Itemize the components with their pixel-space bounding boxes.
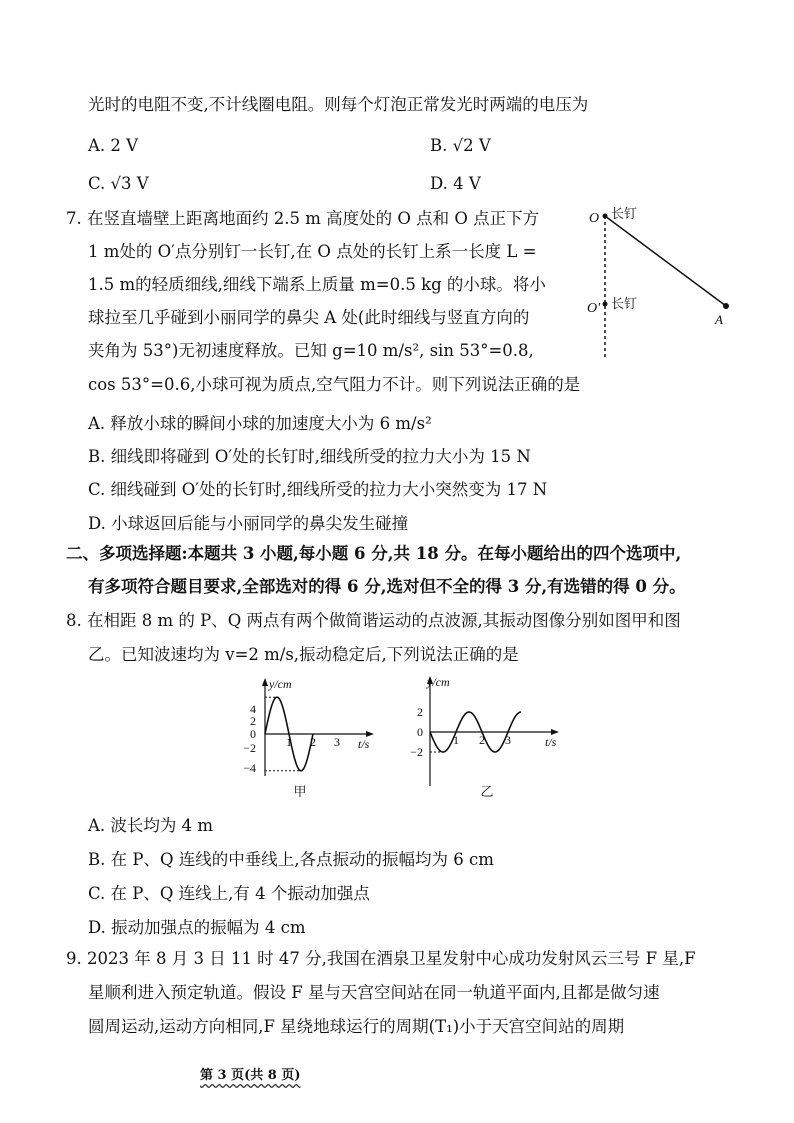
q8-option-a: A. 波长均为 4 m xyxy=(88,816,214,835)
prev-option-a: A. 2 V xyxy=(88,136,139,155)
y-tick-4: 4 xyxy=(250,702,256,716)
prev-option-b: B. √2 V xyxy=(430,136,491,155)
q8-option-c: C. 在 P、Q 连线上,有 4 个振动加强点 xyxy=(88,884,370,903)
y-tick-2: 2 xyxy=(250,714,256,728)
label-a: A xyxy=(715,312,723,327)
q7-line-5: 夹角为 53°)无初速度释放。已知 g=10 m/s², sin 53°=0.8, xyxy=(88,341,534,360)
x-label: t/s xyxy=(545,735,557,749)
x-tick-1: 1 xyxy=(286,735,292,749)
q9-line-2: 星顺利进入预定轨道。假设 F 星与天宫空间站在同一轨道平面内,且都是做匀速 xyxy=(88,983,660,1002)
x-tick-2: 2 xyxy=(479,733,485,747)
string xyxy=(605,216,726,306)
graph-jia xyxy=(220,676,380,806)
section2-heading-2: 有多项符合题目要求,全部选对的得 6 分,选对但不全的得 3 分,有选错的得 0 分。 xyxy=(88,577,686,596)
page-footer: 第 3 页(共 8 页) xyxy=(200,1068,301,1083)
prev-stem-tail: 光时的电阻不变,不计线圈电阻。则每个灯泡正常发光时两端的电压为 xyxy=(88,95,589,114)
q7-option-d: D. 小球返回后能与小丽同学的鼻尖发生碰撞 xyxy=(88,514,409,533)
q8-option-d: D. 振动加强点的振幅为 4 cm xyxy=(88,918,306,937)
q8-line-1: 8. 在相距 8 m 的 P、Q 两点有两个做简谐运动的点波源,其振动图像分别如图甲和图 xyxy=(66,611,681,630)
caption-jia: 甲 xyxy=(293,784,307,799)
y-tick-0: 0 xyxy=(250,727,256,741)
y-axis-arrow-icon xyxy=(262,678,268,686)
q7-option-b: B. 细线即将碰到 O′处的长钉时,细线所受的拉力大小为 15 N xyxy=(88,447,531,466)
y-tick-m2: −2 xyxy=(243,741,256,755)
ball xyxy=(723,303,729,309)
q8-line-2: 乙。已知波速均为 v=2 m/s,振动稳定后,下列说法正确的是 xyxy=(88,645,519,664)
y-tick-m4: −4 xyxy=(243,761,256,775)
q7-line-2: 1 m处的 O′点分别钉一长钉,在 O 点处的长钉上系一长度 L = xyxy=(88,242,537,261)
q7-line-1: 7. 在竖直墙壁上距离地面约 2.5 m 高度处的 O 点和 O 点正下方 xyxy=(66,209,540,228)
q8-option-b: B. 在 P、Q 连线的中垂线上,各点振动的振幅均为 6 cm xyxy=(88,850,494,869)
y-tick-0: 0 xyxy=(417,725,423,739)
caption-yi: 乙 xyxy=(480,784,494,799)
q7-pendulum-diagram xyxy=(585,200,745,365)
prev-option-d: D. 4 V xyxy=(430,174,481,193)
x-label: t/s xyxy=(358,737,370,751)
x-tick-3: 3 xyxy=(334,735,340,749)
label-o: O xyxy=(589,211,600,226)
y-label: y/cm xyxy=(427,675,450,689)
label-o-prime: O′ xyxy=(587,301,601,316)
label-nail-1: 长钉 xyxy=(611,206,638,221)
x-tick-1: 1 xyxy=(453,733,459,747)
q7-line-6: cos 53°=0.6,小球可视为质点,空气阻力不计。则下列说法正确的是 xyxy=(88,375,581,394)
nail-o-prime xyxy=(603,302,608,307)
q7-option-c: C. 细线碰到 O′处的长钉时,细线所受的拉力大小突然变为 17 N xyxy=(88,480,548,499)
y-label: y/cm xyxy=(269,677,292,691)
q7-line-3: 1.5 m的轻质细线,细线下端系上质量 m=0.5 kg 的小球。将小 xyxy=(88,275,546,294)
x-tick-3: 3 xyxy=(505,733,511,747)
y-tick-2: 2 xyxy=(417,705,423,719)
q9-line-1: 9. 2023 年 8 月 3 日 11 时 47 分,我国在酒泉卫星发射中心成功发射风云三号 F 星,F xyxy=(66,949,696,968)
q9-line-3: 圆周运动,运动方向相同,F 星绕地球运行的周期(T₁)小于天宫空间站的周期 xyxy=(88,1017,625,1036)
y-tick-m2: −2 xyxy=(410,745,423,759)
label-nail-2: 长钉 xyxy=(611,296,638,311)
x-tick-2: 2 xyxy=(310,735,316,749)
graph-yi xyxy=(405,674,570,804)
q7-line-4: 球拉至几乎碰到小丽同学的鼻尖 A 处(此时细线与竖直方向的 xyxy=(88,308,530,327)
prev-option-c: C. √3 V xyxy=(88,174,149,193)
section2-heading-1: 二、多项选择题:本题共 3 小题,每小题 6 分,共 18 分。在每小题给出的四个选项中, xyxy=(66,544,682,563)
q7-option-a: A. 释放小球的瞬间小球的加速度大小为 6 m/s² xyxy=(88,414,432,433)
